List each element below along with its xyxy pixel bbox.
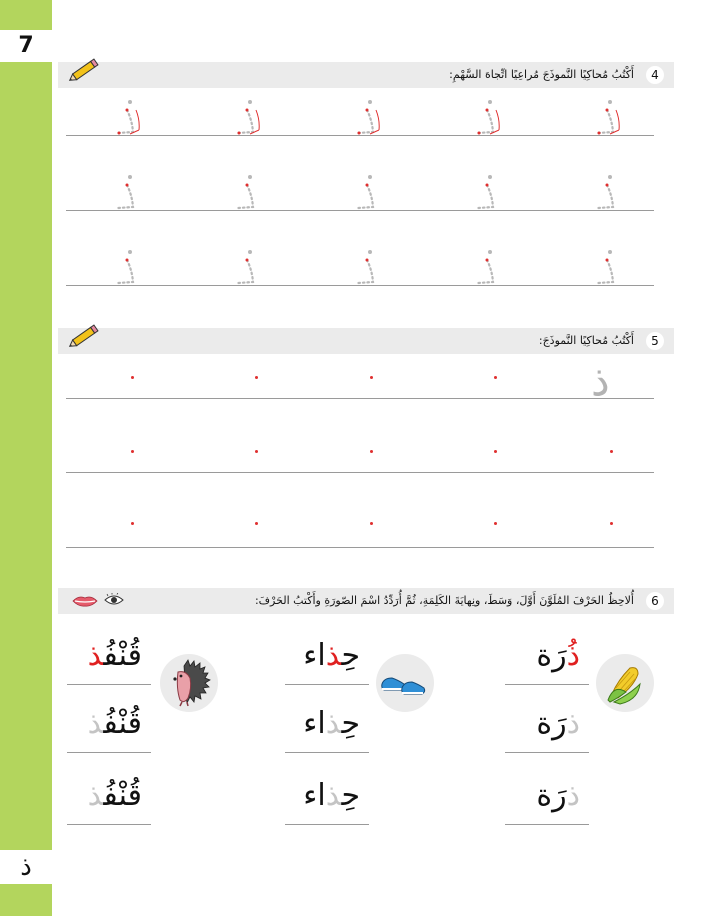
- word-writing-line: [285, 824, 369, 825]
- pencil-icon: [68, 322, 102, 348]
- section-6-header: [58, 588, 674, 614]
- target-letter: ذ: [325, 778, 342, 813]
- word: [88, 704, 142, 744]
- word-writing-line: [505, 752, 589, 753]
- word-part: قُنْفُ: [103, 778, 142, 813]
- word-writing-line: [285, 684, 369, 685]
- start-dot: [255, 376, 258, 379]
- word-part: قُنْفُ: [103, 706, 142, 741]
- letter-tab: ذ: [20, 852, 32, 882]
- word: [303, 776, 360, 816]
- traceable-letter: [590, 173, 624, 213]
- section-number: 5: [646, 332, 664, 350]
- model-letter: ذ: [591, 356, 610, 405]
- word-part: اء: [303, 778, 326, 813]
- start-dot: [610, 522, 613, 525]
- traceable-letter: [110, 248, 144, 288]
- target-letter: ذُ: [566, 638, 580, 673]
- word-part: قُنْفُ: [103, 638, 142, 673]
- traceable-letter: [230, 173, 264, 213]
- word-part: حِ: [341, 638, 360, 673]
- section-instruction: أُلاحِظُ الحَرْفَ المُلَوَّنَ أَوَّلَ، وَسَطَ، ونِهايَةَ الكَلِمَةِ، ثُمَّ أُرَدِّدُ اسْمَ الصّورَةِ وأَكْتبُ الحَرْفَ:: [254, 594, 634, 607]
- page-number: 7: [18, 33, 34, 58]
- start-dot: [370, 450, 373, 453]
- hedgehog-icon: [160, 654, 218, 712]
- pencil-icon: [68, 56, 102, 82]
- target-letter: ذ: [87, 778, 104, 813]
- writing-line: [66, 547, 654, 548]
- start-dot: [131, 450, 134, 453]
- start-dot: [494, 450, 497, 453]
- target-letter: ذ: [325, 706, 342, 741]
- target-letter: ذ: [566, 778, 580, 813]
- word-writing-line: [505, 824, 589, 825]
- word-writing-line: [67, 824, 151, 825]
- eye-icon: [104, 593, 124, 607]
- word: [303, 704, 360, 744]
- lips-icon: [72, 595, 98, 607]
- traceable-letter: [350, 98, 384, 138]
- word-writing-line: [67, 684, 151, 685]
- word-writing-line: [67, 752, 151, 753]
- corn-icon: [596, 654, 654, 712]
- target-letter: ذ: [87, 638, 104, 673]
- start-dot: [131, 522, 134, 525]
- start-dot: [370, 522, 373, 525]
- target-letter: ذ: [325, 638, 342, 673]
- writing-line: [66, 472, 654, 473]
- word: [303, 636, 360, 676]
- traceable-letter: [590, 98, 624, 138]
- start-dot: [494, 522, 497, 525]
- sidebar: [0, 0, 52, 916]
- section-instruction: أَكْتُبُ مُحاكِيًا النَّموذَجَ مُراعِيًا اتِّجاهَ السَّهْمِ:: [449, 68, 634, 81]
- target-letter: ذ: [87, 706, 104, 741]
- section-instruction: أَكْتُبُ مُحاكِيًا النَّموذَجَ:: [538, 334, 634, 347]
- start-dot: [255, 522, 258, 525]
- start-dot: [494, 376, 497, 379]
- word-part: حِ: [341, 778, 360, 813]
- start-dot: [370, 376, 373, 379]
- corn-picture: [596, 654, 654, 712]
- traceable-letter: [470, 248, 504, 288]
- traceable-letter: [470, 173, 504, 213]
- shoes-picture: [376, 654, 434, 712]
- word: [536, 776, 580, 816]
- word-part: اء: [303, 706, 326, 741]
- section-number: 4: [646, 66, 664, 84]
- writing-line: [66, 398, 654, 399]
- word-part: اء: [303, 638, 326, 673]
- traceable-letter: [230, 248, 264, 288]
- start-dot: [255, 450, 258, 453]
- word: [536, 704, 580, 744]
- word-writing-line: [285, 752, 369, 753]
- word: [536, 636, 580, 676]
- word-part: حِ: [341, 706, 360, 741]
- start-dot: [131, 376, 134, 379]
- word: [88, 636, 142, 676]
- word-part: رَة: [536, 706, 567, 741]
- traceable-letter: [470, 98, 504, 138]
- target-letter: ذ: [566, 706, 580, 741]
- traceable-letter: [110, 98, 144, 138]
- section-4-header: [58, 62, 674, 88]
- word-writing-line: [505, 684, 589, 685]
- word-part: رَة: [536, 778, 567, 813]
- word: [88, 776, 142, 816]
- hedgehog-picture: [160, 654, 218, 712]
- traceable-letter: [350, 173, 384, 213]
- word-part: رَة: [536, 638, 567, 673]
- shoes-icon: [376, 654, 434, 712]
- traceable-letter: [590, 248, 624, 288]
- start-dot: [610, 450, 613, 453]
- traceable-letter: [110, 173, 144, 213]
- section-number: 6: [646, 592, 664, 610]
- section-5-header: [58, 328, 674, 354]
- traceable-letter: [350, 248, 384, 288]
- traceable-letter: [230, 98, 264, 138]
